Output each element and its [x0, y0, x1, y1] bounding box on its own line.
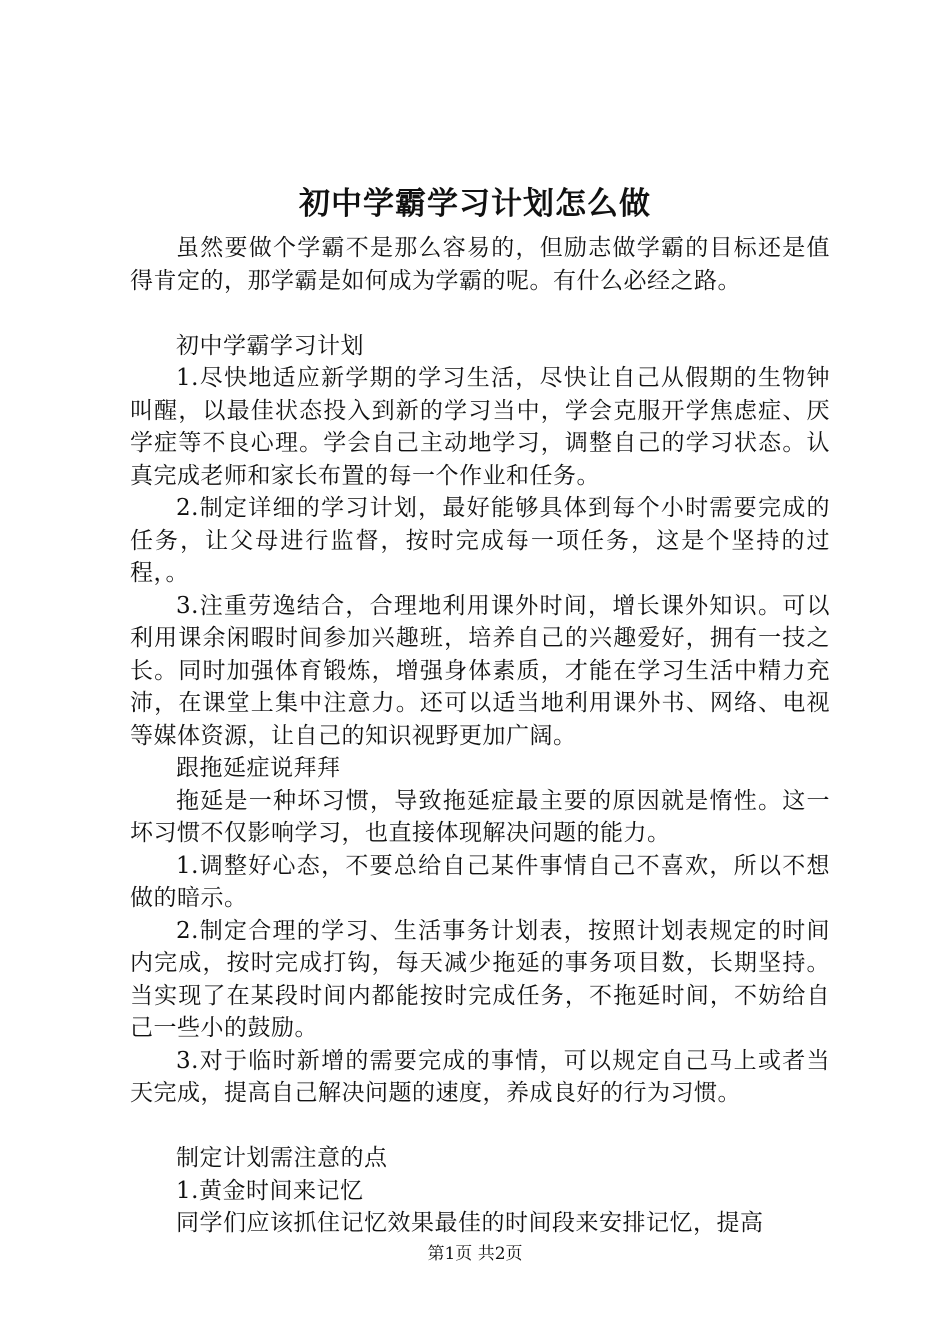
- intro-paragraph: 虽然要做个学霸不是那么容易的，但励志做学霸的目标还是值得肯定的，那学霸是如何成为学霸的呢。有什么必经之路。: [130, 235, 830, 294]
- notes-item-1-text: 同学们应该抓住记忆效果最佳的时间段来安排记忆，提高: [176, 1210, 764, 1236]
- procrastination-item-3: 3.对于临时新增的需要完成的事情，可以规定自己马上或者当天完成，提高自己解决问题的速度，养成良好的行为习惯。: [130, 1047, 830, 1106]
- plan-item-1: 1.尽快地适应新学期的学习生活，尽快让自己从假期的生物钟叫醒，以最佳状态投入到新的学习当中，学会克服开学焦虑症、厌学症等不良心理。学会自己主动地学习，调整自己的学习状态。认真完成老师和家长布置的每一个作业和任务。: [130, 365, 830, 489]
- paragraph-spacer: [130, 1110, 830, 1143]
- document-body: [130, 232, 830, 1240]
- page-footer: 第1页 共2页: [427, 1244, 523, 1264]
- procrastination-item-1: 1.调整好心态，不要总给自己某件事情自己不喜欢，所以不想做的暗示。: [130, 852, 830, 911]
- section-heading-procrastination: 跟拖延症说拜拜: [176, 755, 341, 781]
- section-heading-plan: 初中学霸学习计划: [176, 332, 364, 359]
- notes-item-1: 1.黄金时间来记忆: [176, 1177, 364, 1204]
- procrastination-item-2: 2.制定合理的学习、生活事务计划表，按照计划表规定的时间内完成，按时完成打钩，每天减少拖延的事务项目数，长期坚持。当实现了在某段时间内都能按时完成任务，不拖延时间，不妨给自己一些小的鼓励。: [130, 917, 830, 1041]
- section-heading-notes: 制定计划需注意的点: [176, 1145, 388, 1171]
- plan-item-3: 3.注重劳逸结合，合理地利用课外时间，增长课外知识。可以利用课余闲暇时间参加兴趣班，培养自己的兴趣爱好，拥有一技之长。同时加强体育锻炼，增强身体素质，才能在学习生活中精力充沛，在课堂上集中注意力。还可以适当地利用课外书、网络、电视等媒体资源，让自己的知识视野更加广阔。: [130, 592, 830, 749]
- procrastination-intro: 拖延是一种坏习惯，导致拖延症最主要的原因就是惰性。这一坏习惯不仅影响学习，也直接体现解决问题的能力。: [130, 787, 830, 846]
- paragraph-spacer: [130, 297, 830, 330]
- document-title: 初中学霸学习计划怎么做: [299, 186, 651, 222]
- plan-item-2: 2.制定详细的学习计划，最好能够具体到每个小时需要完成的任务，让父母进行监督，按时完成每一项任务，这是个坚持的过程，。: [130, 495, 830, 586]
